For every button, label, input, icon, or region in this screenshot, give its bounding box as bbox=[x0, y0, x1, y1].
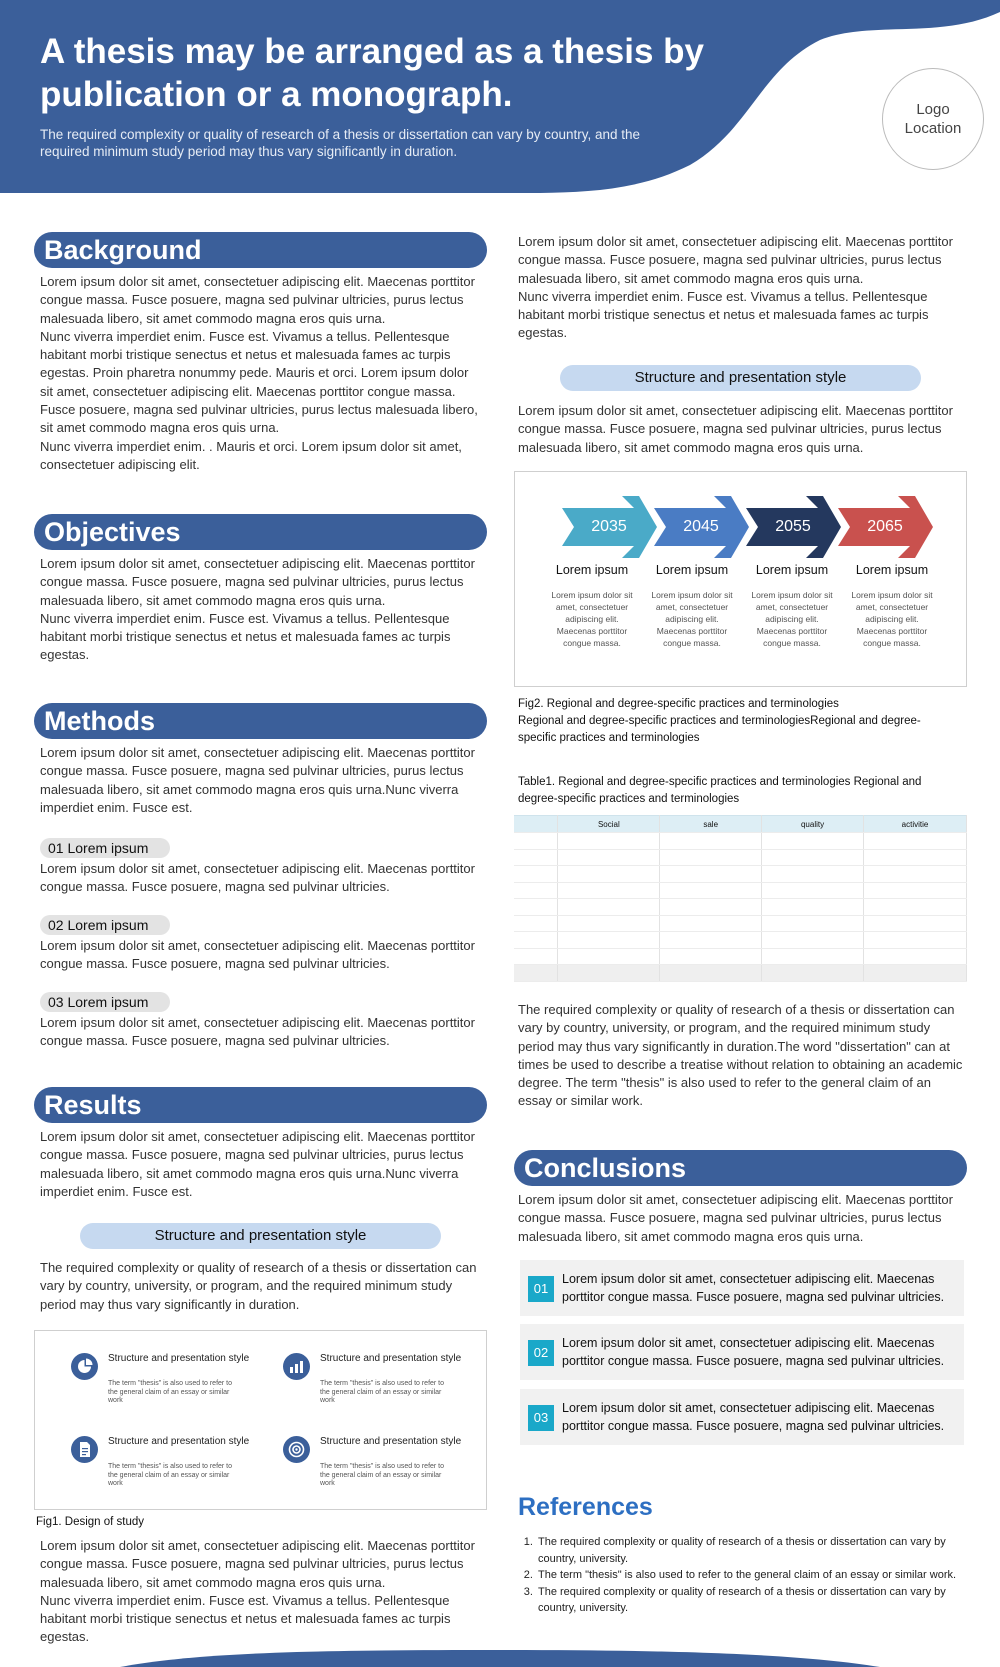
table-cell bbox=[558, 866, 660, 883]
table-cell bbox=[514, 866, 558, 883]
feature-desc: The term "thesis" is also used to refer to the general claim of an essay or similar work bbox=[108, 1380, 233, 1404]
timeline-arrows bbox=[515, 472, 968, 688]
table-cell bbox=[558, 899, 660, 916]
table-cell bbox=[864, 965, 967, 982]
table-cell bbox=[762, 948, 864, 965]
table-cell bbox=[558, 965, 660, 982]
table-cell bbox=[660, 849, 762, 866]
objectives-heading: Objectives bbox=[34, 514, 487, 550]
feature-title: Structure and presentation style bbox=[320, 1436, 462, 1447]
feature-desc: The term "thesis" is also used to refer to the general claim of an essay or similar work bbox=[108, 1463, 233, 1487]
table-cell bbox=[660, 965, 762, 982]
timeline-desc: Lorem ipsum dolor sit amet, consectetuer adipiscing elit. Maecenas porttitor congue massa. bbox=[551, 590, 633, 648]
table-cell bbox=[864, 849, 967, 866]
right-intro-text: Lorem ipsum dolor sit amet, consectetuer adipiscing elit. Maecenas porttitor congue massa. Fusce posuere, magna sed pulvinar ultricies, purus lectus malesuada libero, sit amet commodo magna eros quis urna. Nunc viverra imperdiet enim. Fusce est. Vivamus a tellus. Pellentesque habitant morbi tristique senectus et netus et malesuada fames ac turpis egestas. bbox=[518, 234, 953, 341]
conclusion-number: 03 bbox=[528, 1405, 554, 1431]
table-cell bbox=[660, 833, 762, 850]
timeline-title: Lorem ipsum bbox=[755, 563, 829, 577]
table-cell bbox=[558, 932, 660, 949]
timeline-desc: Lorem ipsum dolor sit amet, consectetuer adipiscing elit. Maecenas porttitor congue massa. bbox=[651, 590, 733, 648]
right-text-3: The required complexity or quality of research of a thesis or dissertation can vary by country, university, or program, and the required minimum study period may thus vary significantly in duration.The word "dissertation" can at times be used to describe a treatise without relation to obtaining an academic degree. The term "thesis" is also used to refer to the general claim of an essay or similar work. bbox=[518, 1002, 963, 1109]
conclusion-item bbox=[520, 1260, 964, 1316]
table-row bbox=[514, 932, 967, 949]
table-cell bbox=[762, 849, 864, 866]
logo-placeholder: Logo Location bbox=[882, 68, 984, 170]
table-cell bbox=[864, 882, 967, 899]
table-header-cell: Social bbox=[558, 816, 660, 833]
table-cell bbox=[558, 915, 660, 932]
right-subheading: Structure and presentation style bbox=[560, 365, 921, 391]
footer-wave bbox=[0, 1650, 1000, 1667]
table-cell bbox=[660, 866, 762, 883]
conclusion-item bbox=[520, 1389, 964, 1445]
bar-chart-icon bbox=[283, 1353, 310, 1380]
table-cell bbox=[762, 833, 864, 850]
table-cell bbox=[762, 965, 864, 982]
method-step-text: Lorem ipsum dolor sit amet, consectetuer adipiscing elit. Maecenas porttitor congue massa. Fusce posuere, magna sed pulvinar ultricies. bbox=[40, 938, 475, 972]
table-cell bbox=[864, 899, 967, 916]
table-cell bbox=[514, 833, 558, 850]
table-cell bbox=[864, 915, 967, 932]
timeline-title: Lorem ipsum bbox=[555, 563, 629, 577]
conclusion-text: Lorem ipsum dolor sit amet, consectetuer adipiscing elit. Maecenas porttitor congue massa. Fusce posuere, magna sed pulvinar ultricies. bbox=[562, 1401, 945, 1433]
methods-heading: Methods bbox=[34, 703, 487, 739]
table-cell bbox=[864, 948, 967, 965]
table-row bbox=[514, 915, 967, 932]
table-row bbox=[514, 833, 967, 850]
table-header-cell bbox=[514, 816, 558, 833]
table-cell bbox=[514, 849, 558, 866]
document-icon bbox=[71, 1436, 98, 1463]
poster-title: A thesis may be arranged as a thesis by publication or a monograph. bbox=[40, 32, 704, 114]
results-text-2: The required complexity or quality of research of a thesis or dissertation can vary by country, university, or program, and the required minimum study period may thus vary significantly in duration. bbox=[40, 1260, 477, 1312]
conclusion-number: 01 bbox=[528, 1276, 554, 1302]
references-list bbox=[518, 1534, 984, 1617]
table-row bbox=[514, 882, 967, 899]
reference-item: 2. The term "thesis" is also used to refer to the general claim of an essay or similar work. bbox=[536, 1567, 984, 1584]
table-cell bbox=[660, 932, 762, 949]
methods-text: Lorem ipsum dolor sit amet, consectetuer adipiscing elit. Maecenas porttitor congue massa. Fusce posuere, magna sed pulvinar ultricies, purus lectus malesuada libero, sit amet commodo magna eros quis urna.Nunc viverra imperdiet enim. Fusce est. bbox=[40, 745, 475, 815]
results-heading: Results bbox=[34, 1087, 487, 1123]
table-cell bbox=[864, 932, 967, 949]
table-cell bbox=[514, 948, 558, 965]
conclusion-text: Lorem ipsum dolor sit amet, consectetuer adipiscing elit. Maecenas porttitor congue massa. Fusce posuere, magna sed pulvinar ultricies. bbox=[562, 1272, 945, 1304]
conclusion-text: Lorem ipsum dolor sit amet, consectetuer adipiscing elit. Maecenas porttitor congue massa. Fusce posuere, magna sed pulvinar ultricies. bbox=[562, 1336, 945, 1368]
timeline-year: 2035 bbox=[591, 518, 627, 535]
method-step-label: 03 Lorem ipsum bbox=[40, 992, 170, 1012]
table-cell bbox=[514, 965, 558, 982]
timeline-desc: Lorem ipsum dolor sit amet, consectetuer adipiscing elit. Maecenas porttitor congue massa. bbox=[751, 590, 833, 648]
background-heading: Background bbox=[34, 232, 487, 268]
method-step-text: Lorem ipsum dolor sit amet, consectetuer adipiscing elit. Maecenas porttitor congue massa. Fusce posuere, magna sed pulvinar ultricies. bbox=[40, 1015, 475, 1049]
table-cell bbox=[864, 833, 967, 850]
results-subheading: Structure and presentation style bbox=[80, 1223, 441, 1249]
table-row bbox=[514, 849, 967, 866]
table-header-cell: quality bbox=[762, 816, 864, 833]
timeline-desc: Lorem ipsum dolor sit amet, consectetuer adipiscing elit. Maecenas porttitor congue massa. bbox=[851, 590, 933, 648]
conclusion-item bbox=[520, 1324, 964, 1380]
right-text-2: Lorem ipsum dolor sit amet, consectetuer adipiscing elit. Maecenas porttitor congue massa. Fusce posuere, magna sed pulvinar ultricies, purus lectus malesuada libero, sit amet commodo magna eros quis urna. bbox=[518, 403, 953, 455]
figure-1-caption: Fig1. Design of study bbox=[36, 1516, 145, 1528]
table-cell bbox=[864, 866, 967, 883]
reference-item: 3. The required complexity or quality of research of a thesis or dissertation can vary by country, university. bbox=[536, 1584, 984, 1617]
timeline-title: Lorem ipsum bbox=[855, 563, 929, 577]
conclusions-text: Lorem ipsum dolor sit amet, consectetuer adipiscing elit. Maecenas porttitor congue massa. Fusce posuere, magna sed pulvinar ultricies, purus lectus malesuada libero, sit amet commodo magna eros quis urna. bbox=[518, 1192, 953, 1244]
table-cell bbox=[762, 866, 864, 883]
table-cell bbox=[514, 932, 558, 949]
feature-desc: The term "thesis" is also used to refer to the general claim of an essay or similar work bbox=[320, 1380, 445, 1404]
table-row bbox=[514, 866, 967, 883]
design-of-study-figure bbox=[34, 1330, 487, 1510]
feature-title: Structure and presentation style bbox=[320, 1353, 462, 1364]
table-cell bbox=[558, 948, 660, 965]
table-row bbox=[514, 948, 967, 965]
reference-item: 1. The required complexity or quality of research of a thesis or dissertation can vary by country, university. bbox=[536, 1534, 984, 1567]
table-cell bbox=[558, 882, 660, 899]
feature-title: Structure and presentation style bbox=[108, 1436, 250, 1447]
results-text-3: Lorem ipsum dolor sit amet, consectetuer adipiscing elit. Maecenas porttitor congue massa. Fusce posuere, magna sed pulvinar ultricies, purus lectus malesuada libero, sit amet commodo magna eros quis urna. Nunc viverra imperdiet enim. Fusce est. Vivamus a tellus. Pellentesque habitant morbi tristique senectus et netus et malesuada fames ac turpis egestas. bbox=[40, 1538, 475, 1645]
table-cell bbox=[762, 899, 864, 916]
objectives-text: Lorem ipsum dolor sit amet, consectetuer adipiscing elit. Maecenas porttitor congue massa. Fusce posuere, magna sed pulvinar ultricies, purus lectus malesuada libero, sit amet commodo magna eros quis urna. Nunc viverra imperdiet enim. Fusce est. Vivamus a tellus. Pellentesque habitant morbi tristique senectus et netus et malesuada fames ac turpis egestas. bbox=[40, 556, 475, 663]
table-row bbox=[514, 899, 967, 916]
pie-chart-icon bbox=[71, 1353, 98, 1380]
poster-subtitle: The required complexity or quality of research of a thesis or dissertation can vary by country, and the required minimum study period may thus vary significantly in duration. bbox=[40, 127, 641, 159]
figure-2-caption: Fig2. Regional and degree-specific practices and terminologies Regional and degree-specific practices and terminologiesRegional and degree-specific practices and terminologies bbox=[518, 698, 921, 744]
references-heading: References bbox=[518, 1493, 653, 1521]
method-step-text: Lorem ipsum dolor sit amet, consectetuer adipiscing elit. Maecenas porttitor congue massa. Fusce posuere, magna sed pulvinar ultricies. bbox=[40, 861, 475, 895]
timeline-title: Lorem ipsum bbox=[655, 563, 729, 577]
timeline-year: 2065 bbox=[867, 518, 903, 535]
table-row bbox=[514, 965, 967, 982]
table-header-row bbox=[514, 816, 967, 833]
header-banner bbox=[0, 0, 1000, 200]
timeline-figure bbox=[514, 471, 967, 687]
table-cell bbox=[514, 882, 558, 899]
table-cell bbox=[558, 833, 660, 850]
table-cell bbox=[762, 882, 864, 899]
table-cell bbox=[514, 899, 558, 916]
conclusions-heading: Conclusions bbox=[514, 1150, 967, 1186]
timeline-year: 2045 bbox=[683, 518, 719, 535]
table-cell bbox=[660, 915, 762, 932]
table-cell bbox=[660, 899, 762, 916]
table-cell bbox=[762, 915, 864, 932]
timeline-year: 2055 bbox=[775, 518, 811, 535]
table-cell bbox=[558, 849, 660, 866]
data-table bbox=[514, 815, 967, 982]
conclusion-number: 02 bbox=[528, 1340, 554, 1366]
results-text: Lorem ipsum dolor sit amet, consectetuer adipiscing elit. Maecenas porttitor congue massa. Fusce posuere, magna sed pulvinar ultricies, purus lectus malesuada libero, sit amet commodo magna eros quis urna.Nunc viverra imperdiet enim. Fusce est. bbox=[40, 1129, 475, 1199]
table-cell bbox=[660, 882, 762, 899]
feature-desc: The term "thesis" is also used to refer to the general claim of an essay or similar work bbox=[320, 1463, 445, 1487]
table-header-cell: activitie bbox=[864, 816, 967, 833]
table-1-caption: Table1. Regional and degree-specific practices and terminologies Regional and degree-specific practices and terminologies bbox=[518, 776, 922, 805]
feature-title: Structure and presentation style bbox=[108, 1353, 250, 1364]
method-step-label: 02 Lorem ipsum bbox=[40, 915, 170, 935]
method-step-label: 01 Lorem ipsum bbox=[40, 838, 170, 858]
background-text: Lorem ipsum dolor sit amet, consectetuer adipiscing elit. Maecenas porttitor congue massa. Fusce posuere, magna sed pulvinar ultricies, purus lectus malesuada libero, sit amet commodo magna eros quis urna. Nunc viverra imperdiet enim. Fusce est. Vivamus a tellus. Pellentesque habitant morbi tristique senectus et netus et malesuada fames ac turpis egestas. Proin pharetra nonummy pede. Mauris et orci. Lorem ipsum dolor sit amet, consectetuer adipiscing elit. Maecenas porttitor congue massa. Fusce posuere, magna sed pulvinar ultricies, purus lectus malesuada libero, sit amet commodo magna eros quis urna. Nunc viverra imperdiet enim. . Mauris et orci. Lorem ipsum dolor sit amet, consectetuer adipiscing elit. bbox=[40, 274, 478, 472]
target-icon bbox=[283, 1436, 310, 1463]
table-header-cell: sale bbox=[660, 816, 762, 833]
table-cell bbox=[514, 915, 558, 932]
table-cell bbox=[762, 932, 864, 949]
table-cell bbox=[660, 948, 762, 965]
